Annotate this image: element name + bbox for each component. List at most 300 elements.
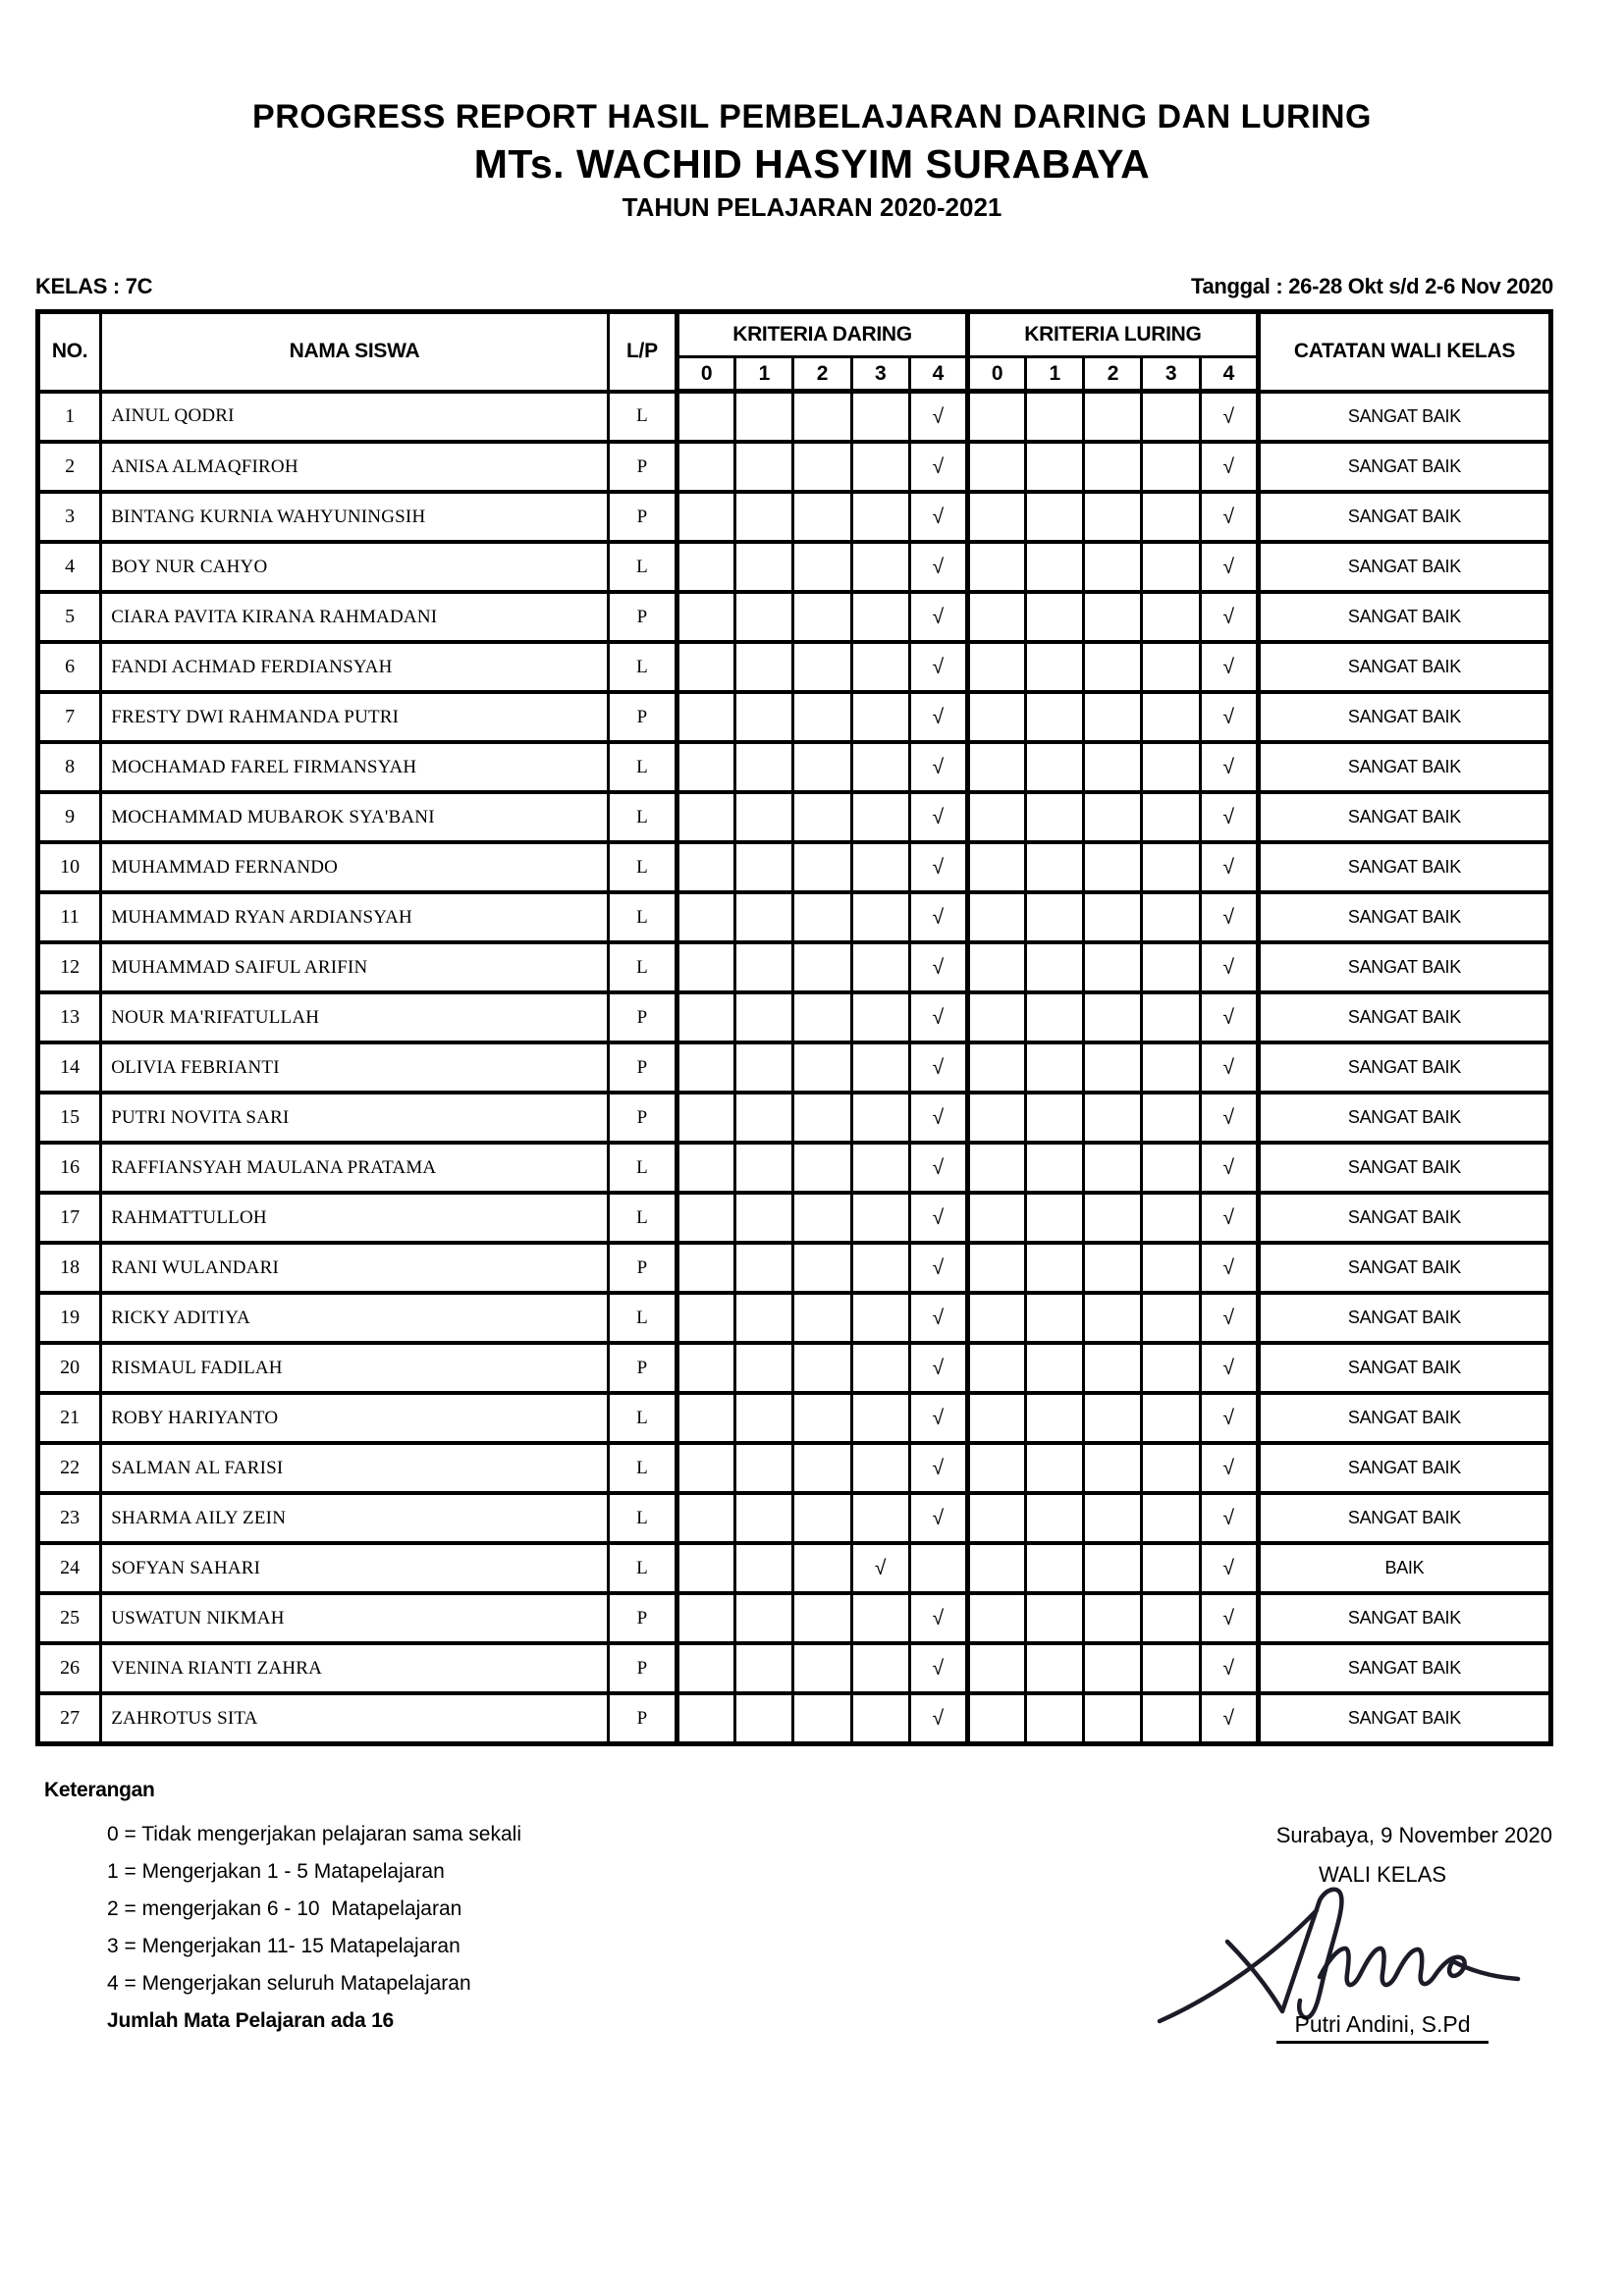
row-number-cell: 13 <box>38 992 101 1042</box>
table-row <box>38 592 1551 642</box>
daring-mark-cell-4: √ <box>909 1593 967 1643</box>
table-row <box>38 1193 1551 1243</box>
luring-mark-cell-1 <box>1026 892 1084 942</box>
gender-cell: L <box>608 942 677 992</box>
luring-mark-cell-3 <box>1142 792 1200 842</box>
luring-mark-cell-3 <box>1142 442 1200 492</box>
table-row <box>38 942 1551 992</box>
school-name: MTs. WACHID HASYIM SURABAYA <box>473 141 1151 187</box>
luring-mark-cell-1 <box>1026 642 1084 692</box>
table-row <box>38 492 1551 542</box>
luring-mark-cell-0 <box>967 1093 1025 1143</box>
daring-mark-cell-0 <box>677 1693 735 1744</box>
luring-mark-cell-4: √ <box>1200 392 1258 443</box>
row-number-cell: 17 <box>38 1193 101 1243</box>
student-name-cell: ZAHROTUS SITA <box>101 1693 609 1744</box>
luring-mark-cell-1 <box>1026 992 1084 1042</box>
daring-mark-cell-4: √ <box>909 692 967 742</box>
daring-mark-cell-0 <box>677 1143 735 1193</box>
catatan-cell: SANGAT BAIK <box>1258 1343 1550 1393</box>
daring-mark-cell-3 <box>851 392 909 443</box>
luring-mark-cell-3 <box>1142 1643 1200 1693</box>
gender-cell: L <box>608 1543 677 1593</box>
row-number-cell: 9 <box>38 792 101 842</box>
daring-mark-cell-0 <box>677 942 735 992</box>
catatan-cell: SANGAT BAIK <box>1258 1193 1550 1243</box>
daring-mark-cell-0 <box>677 1093 735 1143</box>
daring-mark-cell-4: √ <box>909 1443 967 1493</box>
daring-mark-cell-1 <box>735 592 793 642</box>
daring-mark-cell-1 <box>735 1443 793 1493</box>
luring-mark-cell-4: √ <box>1200 1493 1258 1543</box>
subcol-luring-3: 3 <box>1142 357 1200 392</box>
daring-mark-cell-1 <box>735 692 793 742</box>
col-header-kriteria-luring: KRITERIA LURING <box>967 312 1258 357</box>
gender-cell: L <box>608 742 677 792</box>
daring-mark-cell-2 <box>793 542 851 592</box>
daring-mark-cell-1 <box>735 392 793 443</box>
luring-mark-cell-4: √ <box>1200 442 1258 492</box>
catatan-cell: SANGAT BAIK <box>1258 1643 1550 1693</box>
luring-mark-cell-4: √ <box>1200 1393 1258 1443</box>
daring-mark-cell-4 <box>909 1543 967 1593</box>
daring-mark-cell-2 <box>793 1293 851 1343</box>
table-row <box>38 1543 1551 1593</box>
table-row <box>38 1343 1551 1393</box>
luring-mark-cell-4: √ <box>1200 742 1258 792</box>
row-number-cell: 27 <box>38 1693 101 1744</box>
daring-mark-cell-4: √ <box>909 1042 967 1093</box>
row-number-cell: 10 <box>38 842 101 892</box>
student-name-cell: FANDI ACHMAD FERDIANSYAH <box>101 642 609 692</box>
daring-mark-cell-4: √ <box>909 1093 967 1143</box>
daring-mark-cell-3 <box>851 1693 909 1744</box>
row-number-cell: 14 <box>38 1042 101 1093</box>
luring-mark-cell-4: √ <box>1200 492 1258 542</box>
daring-mark-cell-2 <box>793 1493 851 1543</box>
luring-mark-cell-0 <box>967 792 1025 842</box>
luring-mark-cell-2 <box>1084 1143 1142 1193</box>
luring-mark-cell-4: √ <box>1200 992 1258 1042</box>
daring-mark-cell-3 <box>851 592 909 642</box>
student-name-cell: SHARMA AILY ZEIN <box>101 1493 609 1543</box>
luring-mark-cell-2 <box>1084 442 1142 492</box>
luring-mark-cell-2 <box>1084 1343 1142 1393</box>
student-name-cell: VENINA RIANTI ZAHRA <box>101 1643 609 1693</box>
gender-cell: L <box>608 392 677 443</box>
luring-mark-cell-1 <box>1026 1693 1084 1744</box>
student-name-cell: RAFFIANSYAH MAULANA PRATAMA <box>101 1143 609 1193</box>
daring-mark-cell-4: √ <box>909 392 967 443</box>
class-label: KELAS : 7C <box>35 274 153 298</box>
daring-mark-cell-3 <box>851 1243 909 1293</box>
luring-mark-cell-0 <box>967 1693 1025 1744</box>
luring-mark-cell-2 <box>1084 492 1142 542</box>
gender-cell: P <box>608 992 677 1042</box>
luring-mark-cell-3 <box>1142 1493 1200 1543</box>
daring-mark-cell-2 <box>793 1193 851 1243</box>
luring-mark-cell-4: √ <box>1200 542 1258 592</box>
luring-mark-cell-4: √ <box>1200 942 1258 992</box>
luring-mark-cell-2 <box>1084 1643 1142 1693</box>
luring-mark-cell-0 <box>967 642 1025 692</box>
daring-mark-cell-1 <box>735 1042 793 1093</box>
daring-mark-cell-1 <box>735 892 793 942</box>
daring-mark-cell-1 <box>735 492 793 542</box>
luring-mark-cell-4: √ <box>1200 1593 1258 1643</box>
col-header-kriteria-daring: KRITERIA DARING <box>677 312 968 357</box>
student-name-cell: NOUR MA'RIFATULLAH <box>101 992 609 1042</box>
daring-mark-cell-0 <box>677 792 735 842</box>
luring-mark-cell-3 <box>1142 542 1200 592</box>
row-number-cell: 8 <box>38 742 101 792</box>
table-row <box>38 992 1551 1042</box>
luring-mark-cell-4: √ <box>1200 1243 1258 1293</box>
daring-mark-cell-4: √ <box>909 1493 967 1543</box>
gender-cell: L <box>608 1393 677 1443</box>
student-name-cell: OLIVIA FEBRIANTI <box>101 1042 609 1093</box>
luring-mark-cell-1 <box>1026 1143 1084 1193</box>
luring-mark-cell-1 <box>1026 1093 1084 1143</box>
table-row <box>38 1393 1551 1443</box>
daring-mark-cell-3 <box>851 1343 909 1393</box>
daring-mark-cell-0 <box>677 692 735 742</box>
row-number-cell: 22 <box>38 1443 101 1493</box>
daring-mark-cell-0 <box>677 992 735 1042</box>
luring-mark-cell-3 <box>1142 1243 1200 1293</box>
daring-mark-cell-2 <box>793 442 851 492</box>
luring-mark-cell-0 <box>967 392 1025 443</box>
luring-mark-cell-4: √ <box>1200 1693 1258 1744</box>
luring-mark-cell-1 <box>1026 1293 1084 1343</box>
daring-mark-cell-3 <box>851 442 909 492</box>
date-range-label: Tanggal : 26-28 Okt s/d 2-6 Nov 2020 <box>1190 274 1553 298</box>
row-number-cell: 26 <box>38 1643 101 1693</box>
legend-item: 4 = Mengerjakan seluruh Matapelajaran <box>107 1972 471 1995</box>
luring-mark-cell-0 <box>967 1343 1025 1393</box>
table-row <box>38 1093 1551 1143</box>
daring-mark-cell-2 <box>793 592 851 642</box>
luring-mark-cell-4: √ <box>1200 1093 1258 1143</box>
daring-mark-cell-0 <box>677 1293 735 1343</box>
luring-mark-cell-3 <box>1142 742 1200 792</box>
daring-mark-cell-2 <box>793 992 851 1042</box>
daring-mark-cell-4: √ <box>909 542 967 592</box>
luring-mark-cell-1 <box>1026 1593 1084 1643</box>
subcol-daring-3: 3 <box>851 357 909 392</box>
daring-mark-cell-4: √ <box>909 892 967 942</box>
daring-mark-cell-4: √ <box>909 992 967 1042</box>
daring-mark-cell-3 <box>851 1643 909 1693</box>
student-name-cell: MUHAMMAD SAIFUL ARIFIN <box>101 942 609 992</box>
daring-mark-cell-2 <box>793 1543 851 1593</box>
daring-mark-cell-0 <box>677 1643 735 1693</box>
daring-mark-cell-1 <box>735 1293 793 1343</box>
table-row <box>38 1143 1551 1193</box>
catatan-cell: SANGAT BAIK <box>1258 892 1550 942</box>
gender-cell: L <box>608 1493 677 1543</box>
gender-cell: L <box>608 542 677 592</box>
luring-mark-cell-0 <box>967 1443 1025 1493</box>
signature-name: Putri Andini, S.Pd <box>1276 2011 1489 2044</box>
daring-mark-cell-1 <box>735 792 793 842</box>
student-name-cell: USWATUN NIKMAH <box>101 1593 609 1643</box>
luring-mark-cell-3 <box>1142 892 1200 942</box>
catatan-cell: SANGAT BAIK <box>1258 1393 1550 1443</box>
luring-mark-cell-0 <box>967 1493 1025 1543</box>
luring-mark-cell-0 <box>967 442 1025 492</box>
student-name-cell: RICKY ADITIYA <box>101 1293 609 1343</box>
student-name-cell: ANISA ALMAQFIROH <box>101 442 609 492</box>
student-name-cell: BINTANG KURNIA WAHYUNINGSIH <box>101 492 609 542</box>
daring-mark-cell-3 <box>851 1443 909 1493</box>
student-name-cell: PUTRI NOVITA SARI <box>101 1093 609 1143</box>
gender-cell: P <box>608 1042 677 1093</box>
table-row <box>38 392 1551 443</box>
luring-mark-cell-1 <box>1026 742 1084 792</box>
catatan-cell: BAIK <box>1258 1543 1550 1593</box>
gender-cell: L <box>608 1293 677 1343</box>
daring-mark-cell-0 <box>677 1393 735 1443</box>
catatan-cell: SANGAT BAIK <box>1258 842 1550 892</box>
student-name-cell: RAHMATTULLOH <box>101 1193 609 1243</box>
row-number-cell: 21 <box>38 1393 101 1443</box>
daring-mark-cell-0 <box>677 1193 735 1243</box>
student-name-cell: MOCHAMAD FAREL FIRMANSYAH <box>101 742 609 792</box>
daring-mark-cell-4: √ <box>909 1693 967 1744</box>
col-header-lp: L/P <box>608 312 677 392</box>
daring-mark-cell-0 <box>677 1042 735 1093</box>
row-number-cell: 19 <box>38 1293 101 1343</box>
col-header-catatan: CATATAN WALI KELAS <box>1258 312 1550 392</box>
catatan-cell: SANGAT BAIK <box>1258 942 1550 992</box>
gender-cell: P <box>608 442 677 492</box>
luring-mark-cell-0 <box>967 542 1025 592</box>
gender-cell: P <box>608 1693 677 1744</box>
signature-place-date: Surabaya, 9 November 2020 <box>1275 1823 1552 1847</box>
daring-mark-cell-2 <box>793 1093 851 1143</box>
luring-mark-cell-0 <box>967 1042 1025 1093</box>
daring-mark-cell-3 <box>851 1143 909 1193</box>
legend-item: 2 = mengerjakan 6 - 10 Matapelajaran <box>107 1897 462 1920</box>
daring-mark-cell-4: √ <box>909 1343 967 1393</box>
student-table-body <box>38 392 1551 1744</box>
daring-mark-cell-1 <box>735 992 793 1042</box>
row-number-cell: 1 <box>38 392 101 443</box>
catatan-cell: SANGAT BAIK <box>1258 1443 1550 1493</box>
daring-mark-cell-0 <box>677 542 735 592</box>
subcol-luring-4: 4 <box>1200 357 1258 392</box>
luring-mark-cell-1 <box>1026 842 1084 892</box>
daring-mark-cell-4: √ <box>909 1193 967 1243</box>
student-name-cell: CIARA PAVITA KIRANA RAHMADANI <box>101 592 609 642</box>
luring-mark-cell-4: √ <box>1200 592 1258 642</box>
daring-mark-cell-3 <box>851 992 909 1042</box>
luring-mark-cell-1 <box>1026 592 1084 642</box>
row-number-cell: 16 <box>38 1143 101 1193</box>
daring-mark-cell-3 <box>851 1093 909 1143</box>
daring-mark-cell-0 <box>677 592 735 642</box>
gender-cell: P <box>608 692 677 742</box>
page-title: PROGRESS REPORT HASIL PEMBELAJARAN DARING DAN LURING <box>252 98 1372 135</box>
gender-cell: L <box>608 842 677 892</box>
table-row <box>38 1042 1551 1093</box>
luring-mark-cell-0 <box>967 942 1025 992</box>
luring-mark-cell-1 <box>1026 1443 1084 1493</box>
daring-mark-cell-0 <box>677 1493 735 1543</box>
daring-mark-cell-2 <box>793 792 851 842</box>
luring-mark-cell-2 <box>1084 1293 1142 1343</box>
luring-mark-cell-1 <box>1026 1193 1084 1243</box>
daring-mark-cell-3 <box>851 1393 909 1443</box>
daring-mark-cell-1 <box>735 1593 793 1643</box>
daring-mark-cell-1 <box>735 1193 793 1243</box>
luring-mark-cell-1 <box>1026 442 1084 492</box>
luring-mark-cell-1 <box>1026 392 1084 443</box>
luring-mark-cell-2 <box>1084 1443 1142 1493</box>
school-year: TAHUN PELAJARAN 2020-2021 <box>622 192 1002 222</box>
luring-mark-cell-2 <box>1084 392 1142 443</box>
luring-mark-cell-4: √ <box>1200 892 1258 942</box>
luring-mark-cell-2 <box>1084 642 1142 692</box>
subcol-luring-0: 0 <box>967 357 1025 392</box>
luring-mark-cell-3 <box>1142 1393 1200 1443</box>
luring-mark-cell-3 <box>1142 942 1200 992</box>
daring-mark-cell-2 <box>793 1693 851 1744</box>
table-row <box>38 542 1551 592</box>
gender-cell: L <box>608 1443 677 1493</box>
luring-mark-cell-0 <box>967 492 1025 542</box>
luring-mark-cell-3 <box>1142 1293 1200 1343</box>
daring-mark-cell-1 <box>735 942 793 992</box>
table-row <box>38 692 1551 742</box>
subcol-luring-1: 1 <box>1026 357 1084 392</box>
row-number-cell: 7 <box>38 692 101 742</box>
luring-mark-cell-4: √ <box>1200 642 1258 692</box>
luring-mark-cell-0 <box>967 1393 1025 1443</box>
luring-mark-cell-0 <box>967 1543 1025 1593</box>
row-number-cell: 20 <box>38 1343 101 1393</box>
table-row <box>38 892 1551 942</box>
daring-mark-cell-4: √ <box>909 642 967 692</box>
catatan-cell: SANGAT BAIK <box>1258 992 1550 1042</box>
catatan-cell: SANGAT BAIK <box>1258 1093 1550 1143</box>
daring-mark-cell-4: √ <box>909 492 967 542</box>
luring-mark-cell-0 <box>967 892 1025 942</box>
luring-mark-cell-3 <box>1142 842 1200 892</box>
daring-mark-cell-3 <box>851 842 909 892</box>
subcol-daring-0: 0 <box>677 357 735 392</box>
luring-mark-cell-2 <box>1084 1093 1142 1143</box>
luring-mark-cell-0 <box>967 692 1025 742</box>
daring-mark-cell-3 <box>851 692 909 742</box>
daring-mark-cell-2 <box>793 742 851 792</box>
daring-mark-cell-2 <box>793 842 851 892</box>
daring-mark-cell-4: √ <box>909 1143 967 1193</box>
row-number-cell: 11 <box>38 892 101 942</box>
daring-mark-cell-1 <box>735 1493 793 1543</box>
luring-mark-cell-0 <box>967 992 1025 1042</box>
daring-mark-cell-1 <box>735 442 793 492</box>
daring-mark-cell-0 <box>677 1593 735 1643</box>
daring-mark-cell-4: √ <box>909 1643 967 1693</box>
catatan-cell: SANGAT BAIK <box>1258 492 1550 542</box>
student-name-cell: MUHAMMAD RYAN ARDIANSYAH <box>101 892 609 942</box>
luring-mark-cell-0 <box>967 1143 1025 1193</box>
luring-mark-cell-1 <box>1026 1493 1084 1543</box>
daring-mark-cell-0 <box>677 1343 735 1393</box>
daring-mark-cell-4: √ <box>909 792 967 842</box>
gender-cell: L <box>608 892 677 942</box>
gender-cell: P <box>608 492 677 542</box>
luring-mark-cell-1 <box>1026 1543 1084 1593</box>
row-number-cell: 3 <box>38 492 101 542</box>
col-header-nama: NAMA SISWA <box>101 312 609 392</box>
daring-mark-cell-0 <box>677 842 735 892</box>
row-number-cell: 25 <box>38 1593 101 1643</box>
luring-mark-cell-3 <box>1142 492 1200 542</box>
gender-cell: P <box>608 1243 677 1293</box>
progress-report-table <box>35 309 1553 1746</box>
row-number-cell: 15 <box>38 1093 101 1143</box>
luring-mark-cell-2 <box>1084 992 1142 1042</box>
daring-mark-cell-2 <box>793 892 851 942</box>
daring-mark-cell-1 <box>735 1543 793 1593</box>
luring-mark-cell-0 <box>967 592 1025 642</box>
daring-mark-cell-1 <box>735 1093 793 1143</box>
daring-mark-cell-2 <box>793 692 851 742</box>
daring-mark-cell-4: √ <box>909 742 967 792</box>
row-number-cell: 2 <box>38 442 101 492</box>
daring-mark-cell-3 <box>851 1293 909 1343</box>
daring-mark-cell-2 <box>793 1343 851 1393</box>
gender-cell: P <box>608 1643 677 1693</box>
luring-mark-cell-4: √ <box>1200 1443 1258 1493</box>
daring-mark-cell-1 <box>735 642 793 692</box>
luring-mark-cell-1 <box>1026 542 1084 592</box>
luring-mark-cell-3 <box>1142 992 1200 1042</box>
daring-mark-cell-4: √ <box>909 942 967 992</box>
student-name-cell: SALMAN AL FARISI <box>101 1443 609 1493</box>
catatan-cell: SANGAT BAIK <box>1258 542 1550 592</box>
row-number-cell: 18 <box>38 1243 101 1293</box>
gender-cell: P <box>608 1593 677 1643</box>
luring-mark-cell-1 <box>1026 492 1084 542</box>
student-name-cell: RISMAUL FADILAH <box>101 1343 609 1393</box>
luring-mark-cell-4: √ <box>1200 1193 1258 1243</box>
luring-mark-cell-4: √ <box>1200 842 1258 892</box>
daring-mark-cell-1 <box>735 1243 793 1293</box>
student-name-cell: RANI WULANDARI <box>101 1243 609 1293</box>
luring-mark-cell-1 <box>1026 1042 1084 1093</box>
legend-total-subjects: Jumlah Mata Pelajaran ada 16 <box>107 2009 395 2032</box>
catatan-cell: SANGAT BAIK <box>1258 1493 1550 1543</box>
luring-mark-cell-1 <box>1026 1393 1084 1443</box>
catatan-cell: SANGAT BAIK <box>1258 1693 1550 1744</box>
luring-mark-cell-2 <box>1084 1193 1142 1243</box>
catatan-cell: SANGAT BAIK <box>1258 1293 1550 1343</box>
luring-mark-cell-4: √ <box>1200 1343 1258 1393</box>
row-number-cell: 23 <box>38 1493 101 1543</box>
table-row <box>38 1693 1551 1744</box>
luring-mark-cell-2 <box>1084 942 1142 992</box>
table-row <box>38 1593 1551 1643</box>
luring-mark-cell-3 <box>1142 1543 1200 1593</box>
luring-mark-cell-1 <box>1026 692 1084 742</box>
luring-mark-cell-3 <box>1142 1193 1200 1243</box>
meta-row <box>35 274 1553 299</box>
subcol-daring-4: 4 <box>909 357 967 392</box>
